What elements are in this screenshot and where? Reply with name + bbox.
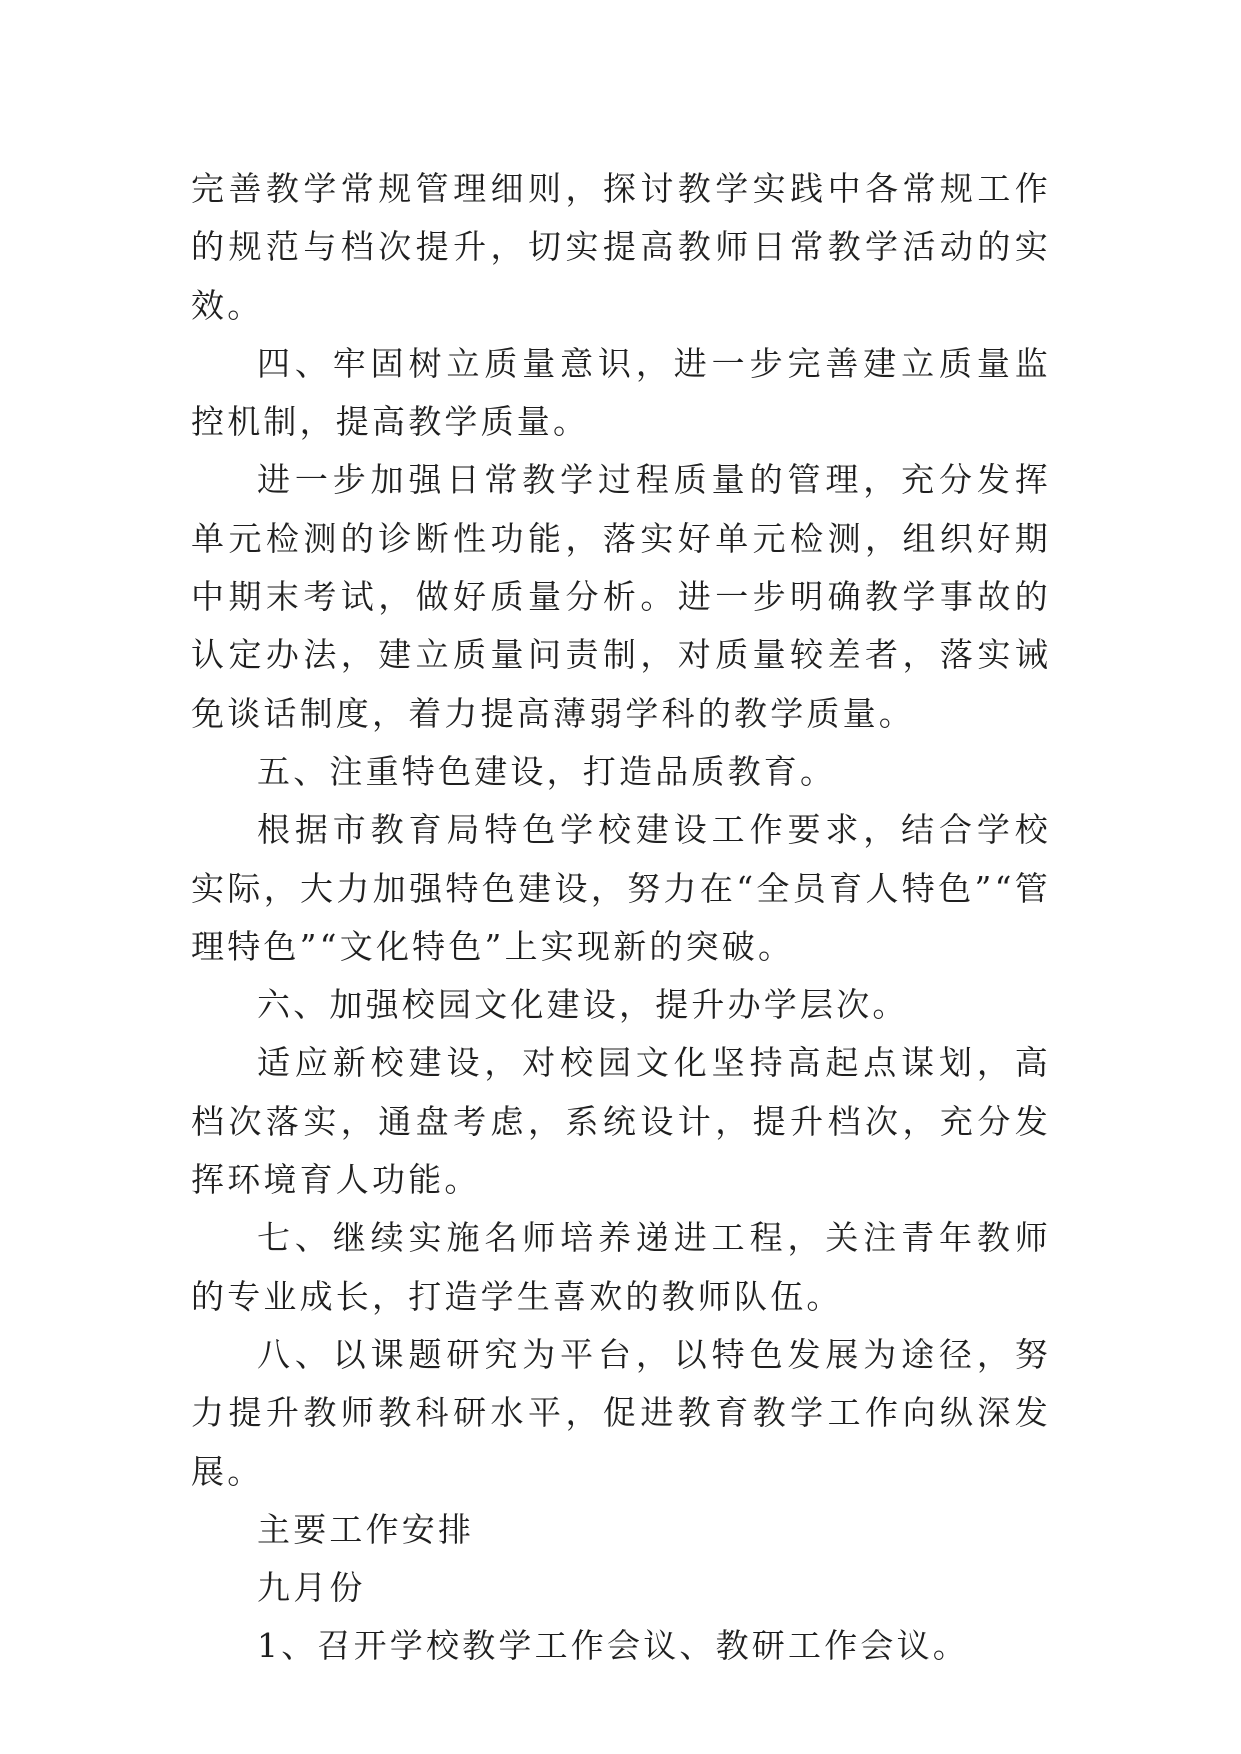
paragraph-teaching-routine: 完善教学常规管理细则，探讨教学实践中各常规工作的规范与档次提升，切实提高教师日常教学活动的实效。: [191, 169, 1051, 325]
document-body: [191, 160, 1051, 1676]
heading-item-five: 五、注重特色建设，打造品质教育。: [257, 751, 837, 791]
heading-item-seven: 七、继续实施名师培养递进工程，关注青年教师的专业成长，打造学生喜欢的教师队伍。: [191, 1218, 1051, 1316]
heading-item-four: 四、牢固树立质量意识，进一步完善建立质量监控机制，提高教学质量。: [191, 343, 1051, 442]
paragraph-campus-culture: 适应新校建设，对校园文化坚持高起点谋划，高档次落实，通盘考虑，系统设计，提升档次，充分发挥环境育人功能。: [191, 1043, 1051, 1200]
section-title-work-plan: 主要工作安排: [257, 1509, 475, 1549]
heading-item-six: 六、加强校园文化建设，提升办学层次。: [257, 985, 909, 1025]
paragraph-quality-management: 进一步加强日常教学过程质量的管理，充分发挥单元检测的诊断性功能，落实好单元检测，组织好期中期末考试，做好质量分析。进一步明确教学事故的认定办法，建立质量问责制，对质量较差者，落实诫免谈话制度，着力提高薄弱学科的教学质量。: [191, 460, 1051, 733]
list-item-september-1: 1、召开学校教学工作会议、教研工作会议。: [257, 1626, 969, 1666]
paragraph-feature-building: 根据市教育局特色学校建设工作要求，结合学校实际，大力加强特色建设，努力在“全员育人特色”“管理特色”“文化特色”上实现新的突破。: [191, 810, 1051, 966]
heading-item-eight: 八、以课题研究为平台，以特色发展为途径，努力提升教师教科研水平，促进教育教学工作向纵深发展。: [191, 1334, 1051, 1491]
month-label-september: 九月份: [257, 1568, 366, 1608]
